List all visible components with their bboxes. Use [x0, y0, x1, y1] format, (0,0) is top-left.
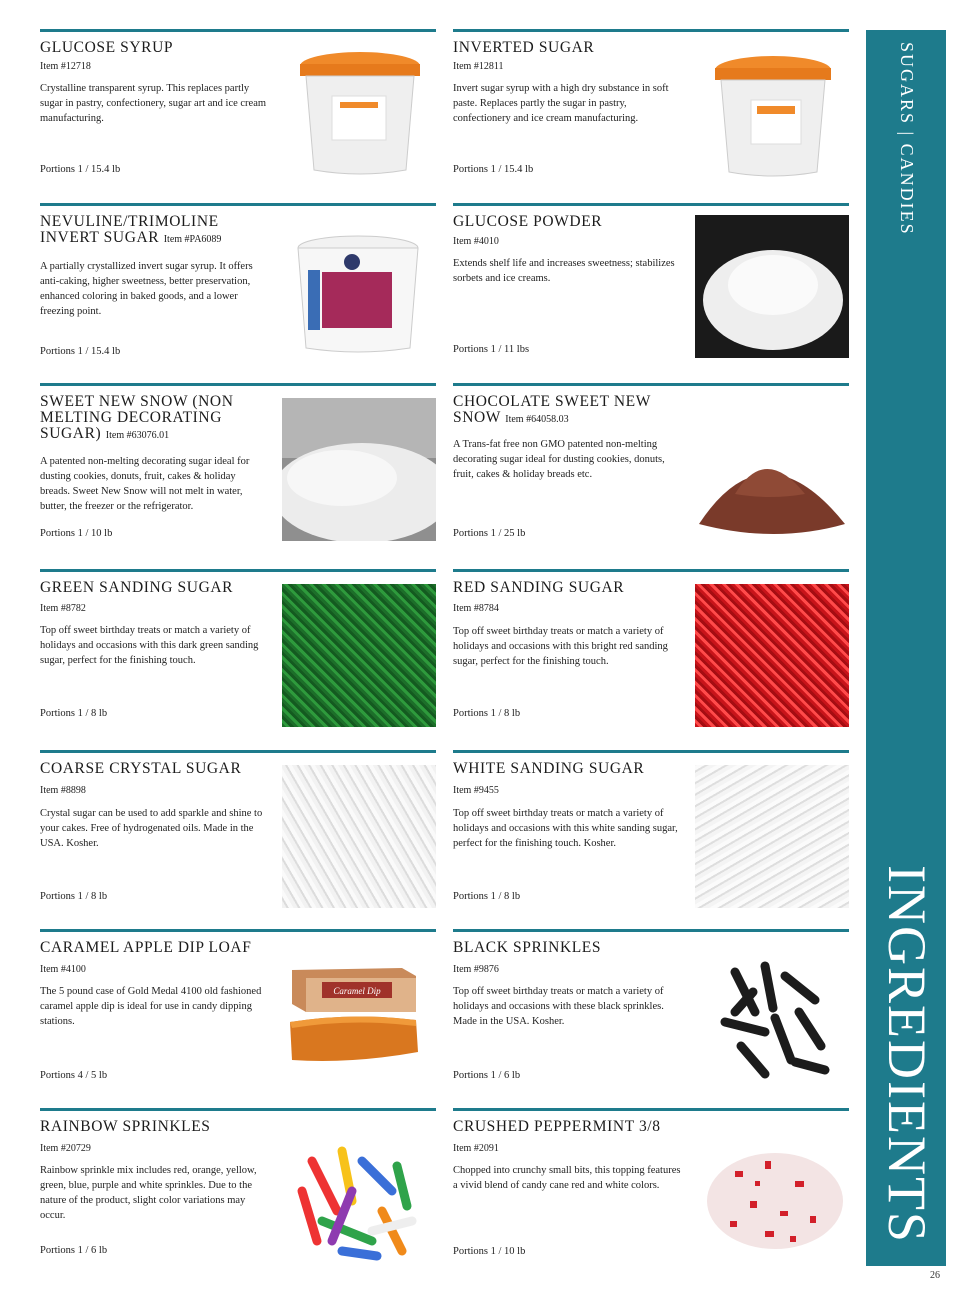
product-card-green-sanding-sugar [40, 570, 436, 722]
product-portions: Portions 1 / 8 lb [40, 891, 108, 902]
product-card-black-sprinkles [453, 930, 849, 1082]
product-title: CHOCOLATE SWEET NEW SNOW Item #64058.03 [453, 393, 651, 426]
section-divider [453, 203, 849, 206]
section-label: INGREDIENTS [877, 865, 937, 1244]
product-title: GLUCOSE POWDER [453, 213, 603, 230]
product-card-inverted-sugar [453, 30, 849, 182]
product-title: INVERTED SUGAR [453, 39, 595, 56]
section-divider [453, 1108, 849, 1111]
product-title: GREEN SANDING SUGAR [40, 579, 234, 596]
product-title: RED SANDING SUGAR [453, 579, 625, 596]
product-portions: Portions 1 / 11 lbs [453, 344, 530, 355]
product-title: GLUCOSE SYRUP [40, 39, 174, 56]
product-portions: Portions 1 / 15.4 lb [40, 164, 121, 175]
section-divider [40, 203, 436, 206]
product-item-number: Item #8898 [40, 785, 86, 796]
section-divider [40, 929, 436, 932]
product-item-number: Item #2091 [453, 1143, 499, 1154]
product-card-white-sanding-sugar [453, 751, 849, 903]
page-number: 26 [930, 1270, 940, 1281]
product-card-caramel-apple-dip [40, 930, 436, 1082]
section-divider [40, 383, 436, 386]
section-divider [40, 29, 436, 32]
product-portions: Portions 4 / 5 lb [40, 1070, 108, 1081]
product-description: Top off sweet birthday treats or match a variety of holidays and occasions with this white sanding sugar, perfect for the finishing touch. Kosher. [453, 808, 678, 849]
product-image-black-sprinkles [695, 952, 849, 1088]
product-item-number: Item #63076.01 [105, 430, 170, 441]
product-item-number: Item #64058.03 [505, 414, 569, 425]
product-image-bucket [282, 230, 436, 366]
product-card-red-sanding-sugar [453, 570, 849, 722]
product-portions: Portions 1 / 8 lb [453, 708, 521, 719]
product-image-caramel-loaf [282, 960, 436, 1096]
product-portions: Portions 1 / 8 lb [40, 708, 108, 719]
product-portions: Portions 1 / 10 lb [40, 528, 113, 539]
product-card-glucose-powder [453, 204, 849, 356]
product-card-sweet-new-snow [40, 384, 436, 539]
product-image-red-crystals [695, 584, 849, 727]
product-card-crushed-peppermint [453, 1109, 849, 1261]
section-divider [453, 383, 849, 386]
product-title: SWEET NEW SNOW (NON MELTING DECORATING SUGAR) Item #63076.01 [40, 393, 234, 442]
product-image-bucket [282, 44, 436, 180]
product-title: NEVULINE/TRIMOLINE INVERT SUGAR Item #PA6089 [40, 213, 222, 246]
product-title: COARSE CRYSTAL SUGAR [40, 760, 242, 777]
product-item-number: Item #12718 [40, 61, 91, 72]
product-item-number: Item #8784 [453, 603, 499, 614]
product-description: The 5 pound case of Gold Medal 4100 old fashioned caramel apple dip is ideal for use in candy dipping stations. [40, 986, 262, 1027]
product-description: Rainbow sprinkle mix includes red, orange, yellow, green, blue, purple and white sprinkles. Due to the nature of the product, slight color variations may occur. [40, 1165, 257, 1221]
section-divider [453, 569, 849, 572]
section-divider [40, 750, 436, 753]
product-portions: Portions 1 / 15.4 lb [40, 346, 121, 357]
product-title: CRUSHED PEPPERMINT 3/8 [453, 1118, 661, 1135]
product-description: Top off sweet birthday treats or match a variety of holidays and occasions with these black sprinkles. Made in the USA. Kosher. [453, 986, 664, 1027]
product-item-number: Item #20729 [40, 1143, 91, 1154]
product-portions: Portions 1 / 6 lb [453, 1070, 521, 1081]
product-description: Crystalline transparent syrup. This replaces partly sugar in pastry, confectionery, sugar art and ice cream manufacturing. [40, 83, 267, 124]
product-card-coarse-crystal-sugar [40, 751, 436, 903]
product-item-number: Item #4100 [40, 964, 86, 975]
product-image-green-crystals [282, 584, 436, 727]
product-image-bucket [695, 44, 849, 180]
product-item-number: Item #8782 [40, 603, 86, 614]
product-card-rainbow-sprinkles [40, 1109, 436, 1261]
section-divider [453, 929, 849, 932]
product-card-glucose-syrup [40, 30, 436, 182]
product-item-number: Item #9455 [453, 785, 499, 796]
product-description: A patented non-melting decorating sugar ideal for dusting cookies, donuts, fruit, cakes & holiday breads. Sweet New Snow will not melt in water, butter, the freezer or the refrigerator. [40, 456, 250, 512]
product-title: WHITE SANDING SUGAR [453, 760, 645, 777]
product-image-powder [695, 215, 849, 358]
product-title: BLACK SPRINKLES [453, 939, 602, 956]
product-description: A Trans-fat free non GMO patented non-melting decorating sugar ideal for dusting cookies, donuts, fruit, cakes & holiday breads etc. [453, 439, 665, 480]
section-divider [453, 29, 849, 32]
product-item-number: Item #4010 [453, 236, 499, 247]
product-card-chocolate-sweet-new-snow [453, 384, 849, 539]
product-description: Invert sugar syrup with a high dry substance in soft paste. Replaces partly the sugar in pastry, confectionery and ice cream manufacturing. [453, 83, 669, 124]
section-divider [40, 569, 436, 572]
product-item-number: Item #PA6089 [163, 234, 222, 245]
product-title: CARAMEL APPLE DIP LOAF [40, 939, 252, 956]
product-image-snow [282, 398, 436, 541]
product-portions: Portions 1 / 15.4 lb [453, 164, 534, 175]
product-description: Top off sweet birthday treats or match a variety of holidays and occasions with this bright red sanding sugar, perfect for the finishing touch. [453, 626, 668, 667]
product-description: Chopped into crunchy small bits, this topping features a vivid blend of candy cane red and white colors. [453, 1165, 681, 1191]
product-portions: Portions 1 / 8 lb [453, 891, 521, 902]
product-image-white-crystals [282, 765, 436, 908]
product-item-number: Item #9876 [453, 964, 499, 975]
section-side-tab [866, 30, 946, 1266]
product-portions: Portions 1 / 10 lb [453, 1246, 526, 1257]
section-divider [453, 750, 849, 753]
product-description: Extends shelf life and increases sweetness; stabilizes sorbets and ice creams. [453, 258, 675, 284]
product-portions: Portions 1 / 25 lb [453, 528, 526, 539]
category-label: SUGARS | CANDIES [897, 42, 917, 236]
product-portions: Portions 1 / 6 lb [40, 1245, 108, 1256]
product-image-peppermint [695, 1131, 849, 1267]
section-divider [40, 1108, 436, 1111]
product-description: Top off sweet birthday treats or match a variety of holidays and occasions with this dark green sanding sugar, perfect for the finishing touch. [40, 625, 259, 666]
product-item-number: Item #12811 [453, 61, 504, 72]
product-image-rainbow-sprinkles [282, 1131, 436, 1267]
product-description: A partially crystallized invert sugar syrup. It offers anti-caking, higher sweetness, better preservation, enhanced coloring in baked goods, and a lower freezing point. [40, 261, 253, 317]
caramel-dip-logo: Caramel Dip [333, 986, 381, 996]
product-image-chocolate-powder [695, 414, 849, 550]
product-description: Crystal sugar can be used to add sparkle and shine to your cakes. Free of hydrogenated oils. Made in the USA. Kosher. [40, 808, 263, 849]
product-title: RAINBOW SPRINKLES [40, 1118, 211, 1135]
product-card-nevuline [40, 204, 436, 356]
product-image-white-crystals [695, 765, 849, 908]
